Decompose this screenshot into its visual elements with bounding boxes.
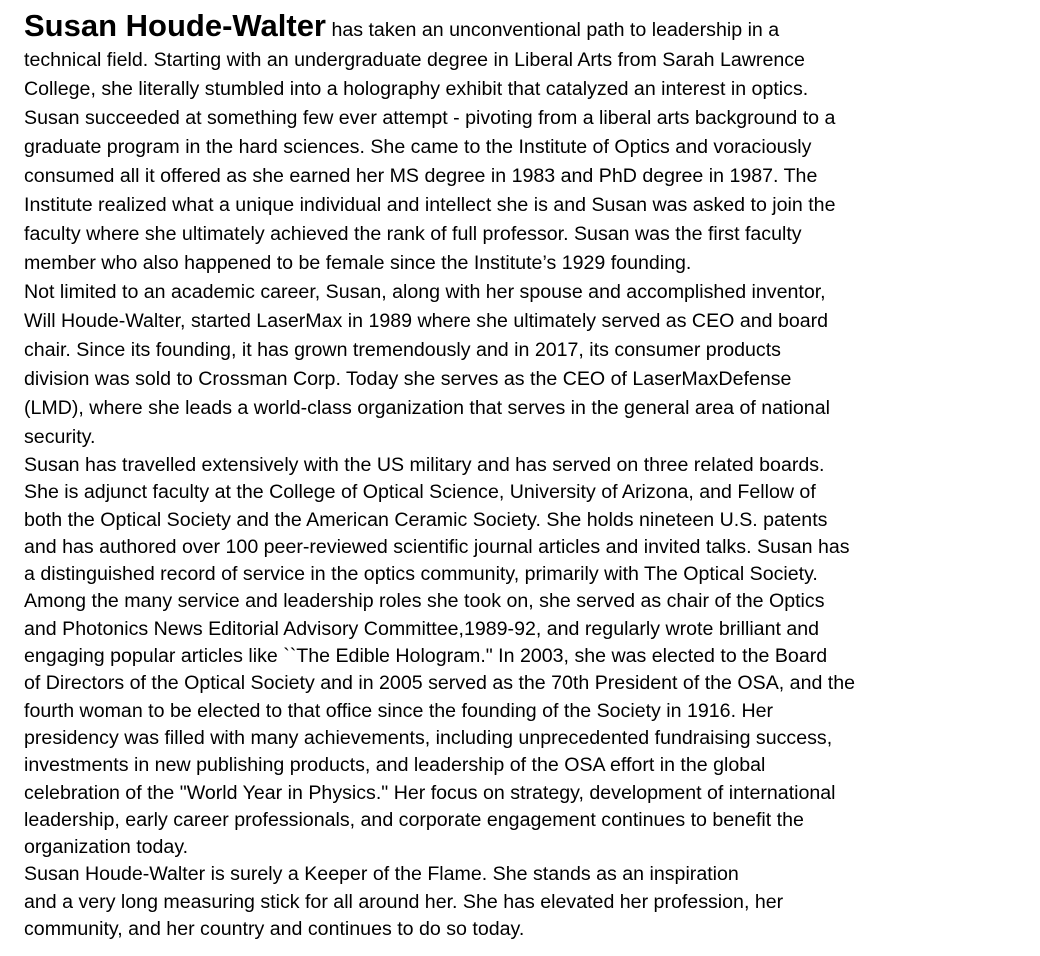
text-line: and a very long measuring stick for all around her. She has elevated her profession, her [24, 890, 784, 913]
paragraph-lasermax [24, 278, 1024, 452]
text-line: Institute realized what a unique individual and intellect she is and Susan was asked to join the [24, 194, 836, 216]
text-line: organization today. [24, 836, 189, 859]
text-line: chair. Since its founding, it has grown tremendously and in 2017, its consumer products [24, 339, 781, 361]
text-line: leadership, early career professionals, and corporate engagement continues to benefit the [24, 808, 804, 831]
text-line: investments in new publishing products, and leadership of the OSA effort in the global [24, 754, 766, 777]
text-line: celebration of the "World Year in Physics." Her focus on strategy, development of international [24, 781, 836, 804]
text-line: both the Optical Society and the American Ceramic Society. She holds nineteen U.S. patents [24, 508, 828, 531]
text-line: College, she literally stumbled into a holography exhibit that catalyzed an interest in optics. [24, 78, 809, 100]
text-line: technical field. Starting with an undergraduate degree in Liberal Arts from Sarah Lawrence [24, 49, 805, 71]
text-line: graduate program in the hard sciences. She came to the Institute of Optics and voraciously [24, 136, 812, 158]
text-line: security. [24, 426, 96, 448]
text-line: (LMD), where she leads a world-class organization that serves in the general area of national [24, 397, 830, 419]
text-line: member who also happened to be female since the Institute’s 1929 founding. [24, 252, 692, 274]
text-line: Susan Houde-Walter is surely a Keeper of the Flame. She stands as an inspiration [24, 863, 739, 886]
text-line: presidency was filled with many achievements, including unprecedented fundraising success, [24, 726, 833, 749]
text-line: and Photonics News Editorial Advisory Committee,1989-92, and regularly wrote brilliant and [24, 617, 820, 640]
text-line: She is adjunct faculty at the College of Optical Science, University of Arizona, and Fellow of [24, 481, 816, 504]
text-line: division was sold to Crossman Corp. Today she serves as the CEO of LaserMaxDefense [24, 368, 792, 390]
document-body [24, 6, 1024, 943]
text-line: faculty where she ultimately achieved the rank of full professor. Susan was the first faculty [24, 223, 802, 245]
text-line: Among the many service and leadership roles she took on, she served as chair of the Optics [24, 590, 825, 613]
text-line: engaging popular articles like ``The Edible Hologram." In 2003, she was elected to the Board [24, 645, 828, 668]
text-line: Susan succeeded at something few ever attempt - pivoting from a liberal arts background to a [24, 107, 836, 129]
paragraph-service [24, 452, 1024, 861]
heading-name: Susan Houde-Walter [24, 8, 326, 43]
text-line: Susan has travelled extensively with the US military and has served on three related boards. [24, 454, 825, 476]
text-line: fourth woman to be elected to that office since the founding of the Society in 1916. Her [24, 699, 774, 722]
text-line: Will Houde-Walter, started LaserMax in 1989 where she ultimately served as CEO and board [24, 310, 829, 332]
text-line: community, and her country and continues to do so today. [24, 918, 525, 941]
text-line: of Directors of the Optical Society and in 2005 served as the 70th President of the OSA, and the [24, 672, 856, 695]
text-line: Not limited to an academic career, Susan, along with her spouse and accomplished inventor, [24, 281, 826, 303]
intro-text: has taken an unconventional path to leadership in a [326, 19, 780, 41]
text-line [24, 6, 1024, 46]
text-line: and has authored over 100 peer-reviewed scientific journal articles and invited talks. Susan has [24, 535, 850, 558]
paragraph-early-career [24, 6, 1024, 278]
paragraph-closing [24, 861, 1024, 943]
text-line: consumed all it offered as she earned her MS degree in 1983 and PhD degree in 1987. The [24, 165, 818, 187]
text-line: a distinguished record of service in the optics community, primarily with The Optical Society. [24, 563, 818, 586]
